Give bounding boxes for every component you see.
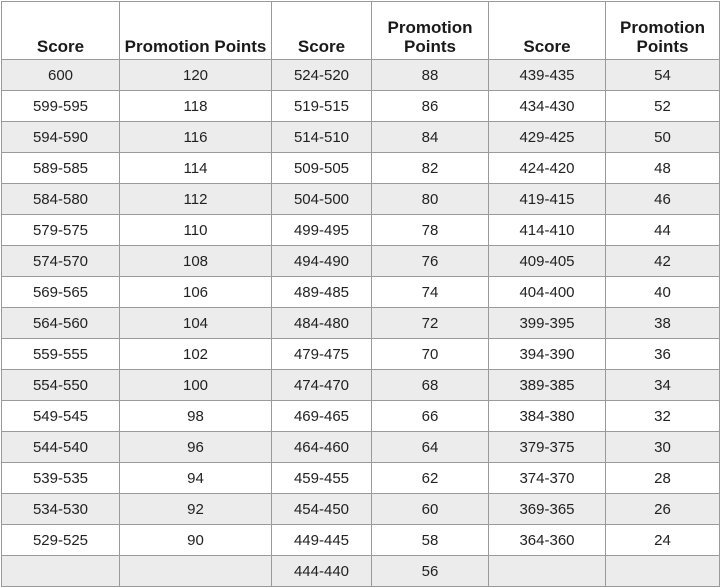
header-score-1: Score — [2, 2, 120, 60]
promotion-points-cell — [120, 556, 272, 587]
promotion-points-cell: 78 — [372, 215, 489, 246]
score-cell: 419-415 — [489, 184, 606, 215]
promotion-points-cell: 82 — [372, 153, 489, 184]
promotion-points-cell: 44 — [606, 215, 720, 246]
score-cell: 389-385 — [489, 370, 606, 401]
header-promotion-points-3: Promotion Points — [606, 2, 720, 60]
score-cell: 394-390 — [489, 339, 606, 370]
table-row — [2, 525, 720, 556]
promotion-points-cell: 118 — [120, 91, 272, 122]
score-cell — [489, 556, 606, 587]
promotion-points-cell: 34 — [606, 370, 720, 401]
score-cell: 600 — [2, 60, 120, 91]
score-cell: 559-555 — [2, 339, 120, 370]
score-cell: 449-445 — [272, 525, 372, 556]
score-cell: 584-580 — [2, 184, 120, 215]
score-cell: 374-370 — [489, 463, 606, 494]
table-row — [2, 215, 720, 246]
promotion-points-cell: 64 — [372, 432, 489, 463]
score-cell: 414-410 — [489, 215, 606, 246]
score-cell: 524-520 — [272, 60, 372, 91]
score-cell: 364-360 — [489, 525, 606, 556]
table-row — [2, 432, 720, 463]
score-cell: 534-530 — [2, 494, 120, 525]
table-row — [2, 370, 720, 401]
score-cell: 589-585 — [2, 153, 120, 184]
promotion-points-cell: 84 — [372, 122, 489, 153]
score-cell: 574-570 — [2, 246, 120, 277]
header-promotion-points-1: Promotion Points — [120, 2, 272, 60]
promotion-points-cell: 54 — [606, 60, 720, 91]
promotion-points-cell: 52 — [606, 91, 720, 122]
promotion-points-cell: 32 — [606, 401, 720, 432]
promotion-points-cell: 100 — [120, 370, 272, 401]
header-row — [2, 2, 720, 60]
score-cell: 384-380 — [489, 401, 606, 432]
promotion-points-cell — [606, 556, 720, 587]
promotion-points-cell: 56 — [372, 556, 489, 587]
score-cell: 509-505 — [272, 153, 372, 184]
score-cell: 544-540 — [2, 432, 120, 463]
score-cell: 549-545 — [2, 401, 120, 432]
score-cell: 454-450 — [272, 494, 372, 525]
score-cell: 514-510 — [272, 122, 372, 153]
score-cell: 399-395 — [489, 308, 606, 339]
promotion-points-cell: 98 — [120, 401, 272, 432]
promotion-points-cell: 88 — [372, 60, 489, 91]
table-row — [2, 184, 720, 215]
score-cell: 564-560 — [2, 308, 120, 339]
promotion-points-cell: 70 — [372, 339, 489, 370]
score-cell: 529-525 — [2, 525, 120, 556]
header-score-2: Score — [272, 2, 372, 60]
score-cell: 444-440 — [272, 556, 372, 587]
promotion-points-cell: 66 — [372, 401, 489, 432]
score-cell: 479-475 — [272, 339, 372, 370]
promotion-points-cell: 94 — [120, 463, 272, 494]
score-cell: 439-435 — [489, 60, 606, 91]
promotion-points-cell: 46 — [606, 184, 720, 215]
table-row — [2, 463, 720, 494]
score-cell: 539-535 — [2, 463, 120, 494]
score-cell: 594-590 — [2, 122, 120, 153]
score-cell: 474-470 — [272, 370, 372, 401]
score-cell — [2, 556, 120, 587]
score-cell: 579-575 — [2, 215, 120, 246]
promotion-points-cell: 58 — [372, 525, 489, 556]
promotion-points-cell: 102 — [120, 339, 272, 370]
score-cell: 484-480 — [272, 308, 372, 339]
table-row — [2, 308, 720, 339]
table-body — [2, 60, 720, 587]
promotion-points-table-container — [1, 1, 719, 584]
promotion-points-cell: 72 — [372, 308, 489, 339]
score-cell: 499-495 — [272, 215, 372, 246]
header-promotion-points-2: Promotion Points — [372, 2, 489, 60]
promotion-points-table — [1, 1, 720, 587]
table-row — [2, 91, 720, 122]
table-row — [2, 556, 720, 587]
score-cell: 464-460 — [272, 432, 372, 463]
promotion-points-cell: 68 — [372, 370, 489, 401]
promotion-points-cell: 92 — [120, 494, 272, 525]
promotion-points-cell: 106 — [120, 277, 272, 308]
table-row — [2, 339, 720, 370]
promotion-points-cell: 80 — [372, 184, 489, 215]
score-cell: 424-420 — [489, 153, 606, 184]
promotion-points-cell: 40 — [606, 277, 720, 308]
promotion-points-cell: 96 — [120, 432, 272, 463]
table-row — [2, 153, 720, 184]
score-cell: 554-550 — [2, 370, 120, 401]
score-cell: 404-400 — [489, 277, 606, 308]
score-cell: 459-455 — [272, 463, 372, 494]
table-row — [2, 401, 720, 432]
promotion-points-cell: 50 — [606, 122, 720, 153]
promotion-points-cell: 116 — [120, 122, 272, 153]
score-cell: 519-515 — [272, 91, 372, 122]
header-score-3: Score — [489, 2, 606, 60]
promotion-points-cell: 30 — [606, 432, 720, 463]
score-cell: 494-490 — [272, 246, 372, 277]
table-row — [2, 494, 720, 525]
score-cell: 489-485 — [272, 277, 372, 308]
table-row — [2, 122, 720, 153]
promotion-points-cell: 74 — [372, 277, 489, 308]
promotion-points-cell: 90 — [120, 525, 272, 556]
score-cell: 434-430 — [489, 91, 606, 122]
table-row — [2, 246, 720, 277]
promotion-points-cell: 38 — [606, 308, 720, 339]
promotion-points-cell: 76 — [372, 246, 489, 277]
score-cell: 429-425 — [489, 122, 606, 153]
score-cell: 379-375 — [489, 432, 606, 463]
promotion-points-cell: 24 — [606, 525, 720, 556]
promotion-points-cell: 48 — [606, 153, 720, 184]
promotion-points-cell: 60 — [372, 494, 489, 525]
score-cell: 469-465 — [272, 401, 372, 432]
promotion-points-cell: 86 — [372, 91, 489, 122]
score-cell: 599-595 — [2, 91, 120, 122]
promotion-points-cell: 108 — [120, 246, 272, 277]
promotion-points-cell: 62 — [372, 463, 489, 494]
promotion-points-cell: 36 — [606, 339, 720, 370]
promotion-points-cell: 120 — [120, 60, 272, 91]
promotion-points-cell: 104 — [120, 308, 272, 339]
promotion-points-cell: 26 — [606, 494, 720, 525]
score-cell: 504-500 — [272, 184, 372, 215]
score-cell: 409-405 — [489, 246, 606, 277]
promotion-points-cell: 114 — [120, 153, 272, 184]
score-cell: 369-365 — [489, 494, 606, 525]
table-row — [2, 277, 720, 308]
promotion-points-cell: 112 — [120, 184, 272, 215]
promotion-points-cell: 110 — [120, 215, 272, 246]
promotion-points-cell: 42 — [606, 246, 720, 277]
score-cell: 569-565 — [2, 277, 120, 308]
promotion-points-cell: 28 — [606, 463, 720, 494]
table-row — [2, 60, 720, 91]
